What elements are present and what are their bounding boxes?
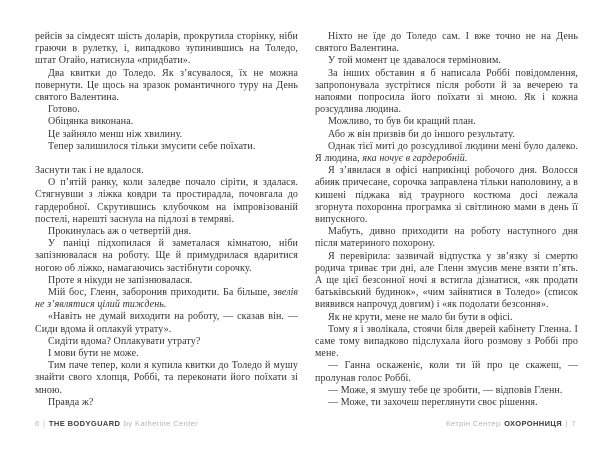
paragraph: Я перевірила: зазвичай відпустка у зв’язку зі смертю родича триває три дні, але Гленн змусив мене взяти п’ять. А ще цієї безсонної ночі я встигла дізнатися, «як продати батьківський будинок», «чим зайнятися в Толедо» (список виявився напрочуд довгим) і «як подолати безсоння». bbox=[315, 250, 578, 311]
right-footer-author: Кетрін Сентер bbox=[446, 419, 501, 428]
paragraph: Це зайняло менш ніж хвилину. bbox=[48, 128, 183, 140]
paragraph: За інших обставин я б написала Роббі повідомлення, запропонувала зустрітися після роботи й за вечерею та напоями попросила його поїхати зі мною. Як і кожна розсудлива людина. bbox=[315, 67, 578, 116]
right-page-text bbox=[315, 31, 578, 409]
paragraph: Або ж він призвів би до іншого результату. bbox=[328, 128, 515, 140]
paragraph: «Навіть не думай виходити на роботу, — сказав він. — Сиди вдома й оплакуй утрату». bbox=[35, 311, 298, 335]
left-footer-page-number: 6 bbox=[35, 419, 40, 428]
paragraph: Правда ж? bbox=[48, 396, 94, 408]
paragraph: Тим паче тепер, коли я купила квитки до Толедо й мушу знайти свого хлопця, Роббі, та переконати його поїхати зі мною. bbox=[35, 360, 298, 396]
paragraph: О п’ятій ранку, коли заледве почало сіріти, я здалася. Стягнувши з ліжка ковдри та простирадла, почовгала до гардеробної. Скрутившись клубочком на імпровізованій постелі, нарешті заснула на підлозі в темряві. bbox=[35, 177, 298, 225]
paragraph: Заснути так і не вдалося. bbox=[35, 165, 144, 177]
right-footer-page-number: 7 bbox=[571, 419, 576, 428]
left-page-text bbox=[35, 31, 298, 409]
paragraph: — Може, ти захочеш переглянути своє рішення. bbox=[328, 397, 538, 409]
paragraph: Два квитки до Толедо. Як з’ясувалося, їх не можна повернути. Це щось на зразок романтичного туру на День святого Валентина. bbox=[35, 67, 298, 104]
paragraph: Проте я нікуди не запізнювалася. bbox=[48, 274, 193, 286]
paragraph: Я з’явилася в офісі наприкінці робочого дня. Волосся абияк причесане, сорочка заправлена тільки наполовину, а в кишені піджака від траурного костюма досі лежала згорнута похоронна програмка зі світлиною мами в день її випускного. bbox=[315, 165, 578, 226]
paragraph: Ніхто не їде до Толедо сам. І вже точно не на День святого Валентина. bbox=[315, 31, 578, 55]
paragraph: Мабуть, дивно приходити на роботу наступного дня після материного похорону. bbox=[315, 226, 578, 250]
left-footer-separator: | bbox=[43, 419, 46, 428]
right-page-footer bbox=[314, 419, 577, 428]
paragraph: Можливо, то був би кращий план. bbox=[328, 116, 476, 128]
paragraph: У той момент це здавалося терміновим. bbox=[328, 55, 501, 67]
paragraph: Прокинулась аж о четвертій дня. bbox=[48, 226, 192, 238]
right-footer-book-title: ОХОРОННИЦЯ bbox=[504, 419, 563, 428]
paragraph: рейсів за сімдесят шість доларів, прокрутила сторінку, ніби граючи в рулетку, і, випадково зупинившись на Толедо, штат Огайо, натиснула «придбати». bbox=[35, 31, 298, 67]
paragraph: — Ганна оскаженіє, коли ти їй про це скажеш, — пролунав голос Роббі. bbox=[315, 360, 578, 384]
paragraph: І мови бути не може. bbox=[48, 348, 139, 360]
paragraph: Сидіти вдома? Оплакувати утрату? bbox=[48, 335, 201, 347]
paragraph: Мій бос, Гленн, заборонив приходити. Ба більше, звелів не з’являтися цілий тиждень. bbox=[35, 287, 298, 311]
right-footer-separator: | bbox=[565, 419, 568, 428]
left-page-footer bbox=[35, 419, 298, 428]
paragraph: У паніці підхопилася й заметалася кімнатою, ніби запізнювалася на роботу. Ще й примудрилася вдаритися ногою об ліжко, намагаючись застібнути сорочку. bbox=[35, 238, 298, 274]
paragraph: Готово. bbox=[48, 104, 80, 116]
paragraph: Однак тієї миті до розсудливої людини мені було далеко. Я людина, яка ночує в гардеробній. bbox=[315, 140, 578, 165]
left-footer-byline: by Katherine Center bbox=[123, 419, 199, 428]
left-footer-book-title: THE BODYGUARD bbox=[48, 419, 121, 428]
paragraph: Тепер залишилося тільки змусити себе поїхати. bbox=[48, 140, 256, 152]
paragraph: — Може, я змушу тебе це зробити, — відповів Гленн. bbox=[328, 384, 563, 396]
paragraph: Тому я і зволікала, стоячи біля дверей кабінету Гленна. І саме тому випадково підслухала його розмову з Роббі про мене. bbox=[315, 323, 578, 360]
paragraph: Обіцянка виконана. bbox=[48, 116, 134, 128]
paragraph: Як не крути, мене не мало би бути в офісі. bbox=[328, 311, 513, 323]
page-right bbox=[300, 0, 600, 450]
